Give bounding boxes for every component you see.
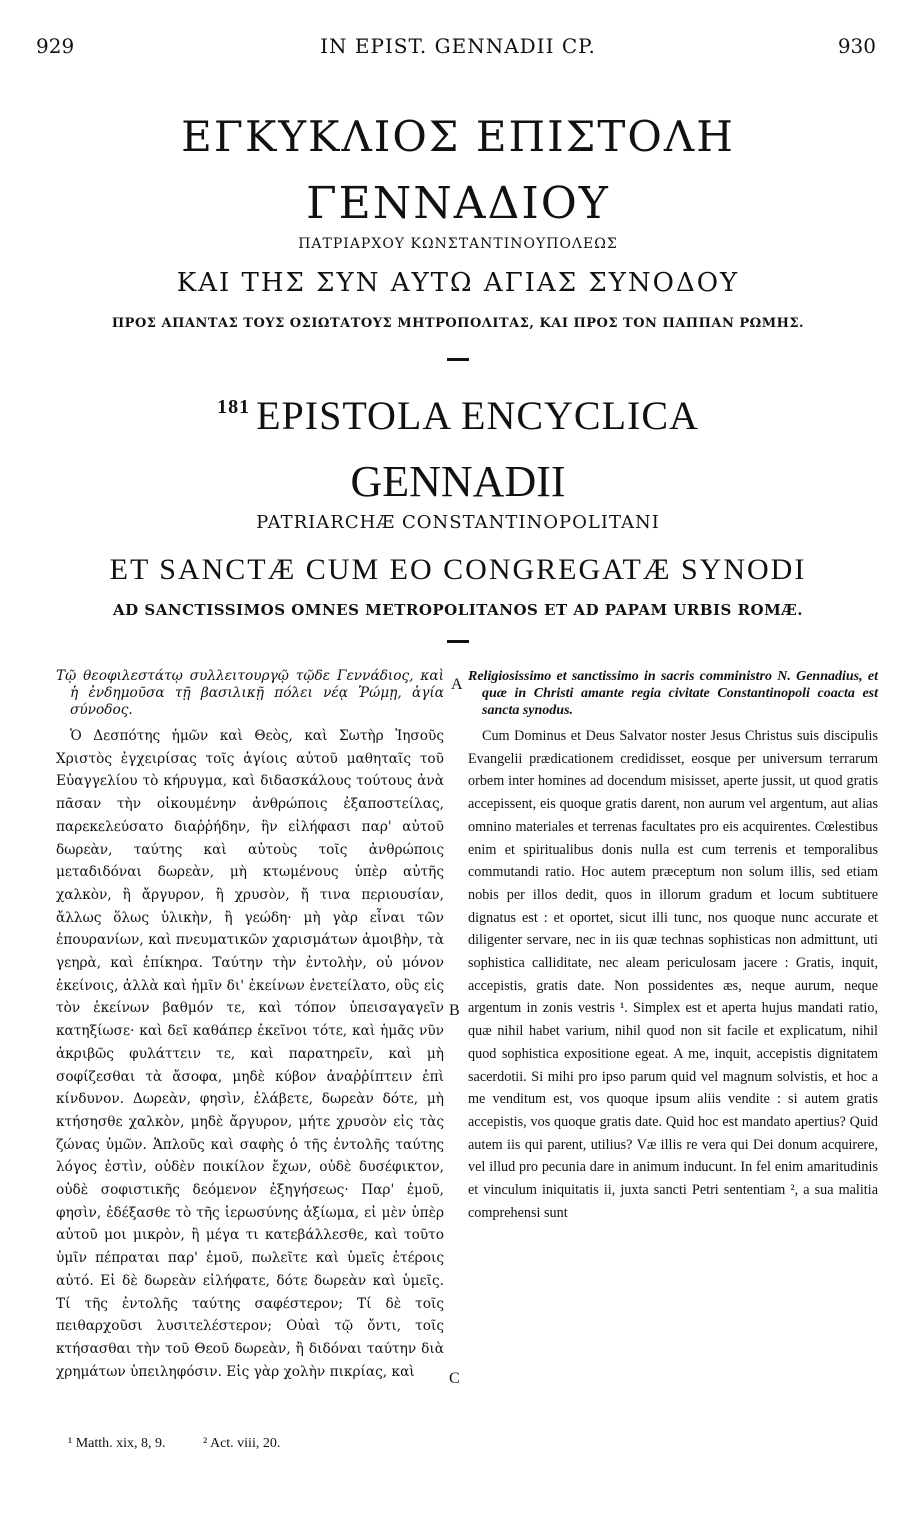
latin-title-1 <box>0 392 916 439</box>
latin-body: Cum Dominus et Deus Salvator noster Jesus Christus suis discipulis Evangelii prædicationem credidisset, eosque per universum terrarum orbem inter homines ad docendum misisset, aperte jussit, ut quod gratis accepissent, eis quoque gratis darent, non aurum vel argentum, aut alias omnino materiales et terrenas facultates pro eis acquirentes. Cœlestibus enim et spiritualibus donis nulla est cum terrenis et temporalibus commutandi ratio. Hoc autem præceptum non solum illis, sed etiam nobis per illos dedit, quos in illorum gradum et locum subtituere dignatus est : et oportet, sicut illi tunc, nos quoque nunc accurate et diligenter servare, nec in iis quæ technas sophisticas non admittunt, uti sophistica calliditate, nec aleam periculosam jacere : Gratis, inquit, accepistis, gratis date. Non possidentes æs, neque aurum, neque argentum in zonis vestris ¹. Simplex est et aperta hujus mandati ratio, quæ nihil habet varium, nihil quod non sit facile et explicatum, nihil quod sophistica expositione egeat. A me, inquit, accepistis dignitatem sacerdotii. Si mihi pro ipso parum quid vel magnum solvistis, et hoc a me venditum est, vos quoque ipsum aliis vendite : si autem gratis accepistis, vos quoque gratis date. Quid hoc est mandato apertius? Quid autem iis qui parent, utilius? Væ illis re vera qui Dei donum acquirere, vel illud pro pecunia dare in animum inducunt. In fel enim amaritudinis et vinculum iniquitatis ii, juxta sancti Petri sententiam ², a sua malitia comprehensi sunt <box>468 728 878 1221</box>
page-number-left: 929 <box>36 34 75 58</box>
latin-title-1-text: EPISTOLA ENCYCLICA <box>256 393 699 438</box>
separator-dash <box>447 640 469 643</box>
greek-address: Τῷ θεοφιλεστάτῳ συλλειτουργῷ τῷδε Γεννάδιος, καὶ ἡ ἐνδημοῦσα τῇ βασιλικῇ πόλει νέᾳ Ῥώμῃ, ἁγία σύνοδος. <box>56 668 444 718</box>
latin-address: Religiosissimo et sanctissimo in sacris comministro N. Gennadius, et quæ in Christi amante regia civitate Constantinopoli coacta est sancta synodus. <box>468 669 878 718</box>
footnote-1: ¹ Matth. xix, 8, 9. <box>68 1436 166 1451</box>
greek-title-1: ΕΓΚΥΚΛΙΟΣ ΕΠΙΣΤΟΛΗ <box>181 112 735 161</box>
latin-subtitle-2: ET SANCTÆ CUM EO CONGREGATÆ SYNODI <box>109 553 807 586</box>
greek-subtitle-3: ΠΡΟΣ ΑΠΑΝΤΑΣ ΤΟΥΣ ΟΣΙΩΤΑΤΟΥΣ ΜΗΤΡΟΠΟΛΙΤΑΣ, ΚΑΙ ΠΡΟΣ ΤΟΝ ΠΑΠΠΑΝ ΡΩΜΗΣ. <box>111 316 805 331</box>
latin-title-2: GENNADII <box>350 457 566 506</box>
latin-column <box>468 668 878 1224</box>
column-number: 181 <box>217 396 251 418</box>
greek-column <box>56 668 444 1383</box>
running-title: IN EPIST. GENNADII CP. <box>320 34 596 58</box>
separator-dash <box>447 358 469 361</box>
running-head <box>0 34 916 58</box>
margin-letter-c: C <box>449 1370 460 1387</box>
greek-title-2: ΓΕΝΝΑΔΙΟΥ <box>306 178 610 229</box>
latin-subtitle-3: AD SANCTISSIMOS OMNES METROPOLITANOS ET AD PAPAM URBIS ROMÆ. <box>113 601 803 619</box>
greek-body: Ὁ Δεσπότης ἡμῶν καὶ Θεὸς, καὶ Σωτὴρ Ἰησοῦς Χριστὸς ἐγχειρίσας τοῖς ἁγίοις αὐτοῦ μαθηταῖς τοῦ Εὐαγγελίου τὸ κήρυγμα, καὶ διδασκάλους τούτους ἀνὰ πᾶσαν τὴν οἰκουμένην ἀνθρώποις ἐξαποστείλας, παρεκελεύσατο διαῤῥήδην, ἣν εἰλήφασι παρ' αὐτοῦ δωρεὰν, ταύτης καὶ αὐτοὺς τοῖς ἀνθρώποις μεταδιδόναι δωρεὰν, μὴ κτωμένους ὑπὲρ αὐτῆς χαλκὸν, ἢ ἄργυρον, ἢ χρυσὸν, ἤ τινα περιουσίαν, ἄλλως ὅλως ὑλικὴν, ἢ γεώδη· μὴ γὰρ εἶναι τῶν ἐπουρανίων, καὶ πνευματικῶν χαρισμάτων ἀμοιβὴν, τὰ γεηρὰ, καὶ ἐπίκηρα. Ταύτην τὴν ἐντολὴν, οὐ μόνον ἐκείνοις, ἀλλὰ καὶ ἡμῖν δι' ἐκείνων ἐνετείλατο, οὓς εἰς τὸν ἐκείνων βαθμόν τε, καὶ τόπον ὑπεισαγαγεῖν κατηξίωσε· καὶ δεῖ καθάπερ ἐκεῖνοι τότε, καὶ ἡμᾶς νῦν ἀκριβῶς φυλάττειν τε, καὶ παρατηρεῖν, καὶ μὴ σοφίζεσθαι τὰ ἄσοφα, μηδὲ κύβον ἀναῤῥίπτειν ἐπὶ κίνδυνον. Δωρεὰν, φησὶν, ἐλάβετε, δωρεὰν δότε, μὴ κτήσησθε χαλκὸν, μηδὲ ἄργυρον, μήτε χρυσὸν εἰς τὰς ζώνας ὑμῶν. Ἁπλοῦς καὶ σαφὴς ὁ τῆς ἐντολῆς ταύτης λόγος ἐστὶν, οὐδὲν ποικίλον ἔχων, οὐδὲ δυσέφικτον, οὐδὲ σοφιστικῆς δεόμενον ἐξηγήσεως· Παρ' ἐμοῦ, φησὶν, ἐδέξασθε τὸ τῆς ἱερωσύνης ἀξίωμα, εἰ μὲν ὑπὲρ αὐτοῦ μοι μικρὸν, ἢ μέγα τι κατεβάλλεσθε, καὶ τοῦτο ὑμῖν πέπραται παρ' ἐμοῦ, πωλεῖτε καὶ ὑμεῖς ἑτέροις αὐτό. Εἰ δὲ δωρεὰν εἰλήφατε, δότε δωρεὰν καὶ ὑμεῖς. Τί τῆς ἐντολῆς ταύτης σαφέστερον; Τί δὲ τοῖς πειθαρχοῦσι λυσιτελέστερον; Οὐαὶ τῷ ὄντι, τοῖς κτήσασθαι τὴν τοῦ Θεοῦ δωρεὰν, ἢ διδόναι ταύτην διὰ χρημάτων ὑπειληφόσιν. Εἰς γὰρ χολὴν πικρίας, καὶ <box>56 728 444 1380</box>
page-number-right: 930 <box>837 34 876 58</box>
footnotes <box>68 1436 314 1452</box>
greek-subtitle-2: ΚΑΙ ΤΗΣ ΣΥΝ ΑΥΤΩ ΑΓΙΑΣ ΣΥΝΟΔΟΥ <box>176 268 740 298</box>
footnote-2: ² Act. viii, 20. <box>203 1436 281 1451</box>
greek-subtitle-1: ΠΑΤΡΙΑΡΧΟΥ ΚΩΝΣΤΑΝΤΙΝΟΥΠΟΛΕΩΣ <box>298 236 618 252</box>
margin-letter-a: A <box>451 676 463 693</box>
latin-subtitle-1: PATRIARCHÆ CONSTANTINOPOLITANI <box>256 512 660 533</box>
margin-letter-b: B <box>449 1002 460 1019</box>
